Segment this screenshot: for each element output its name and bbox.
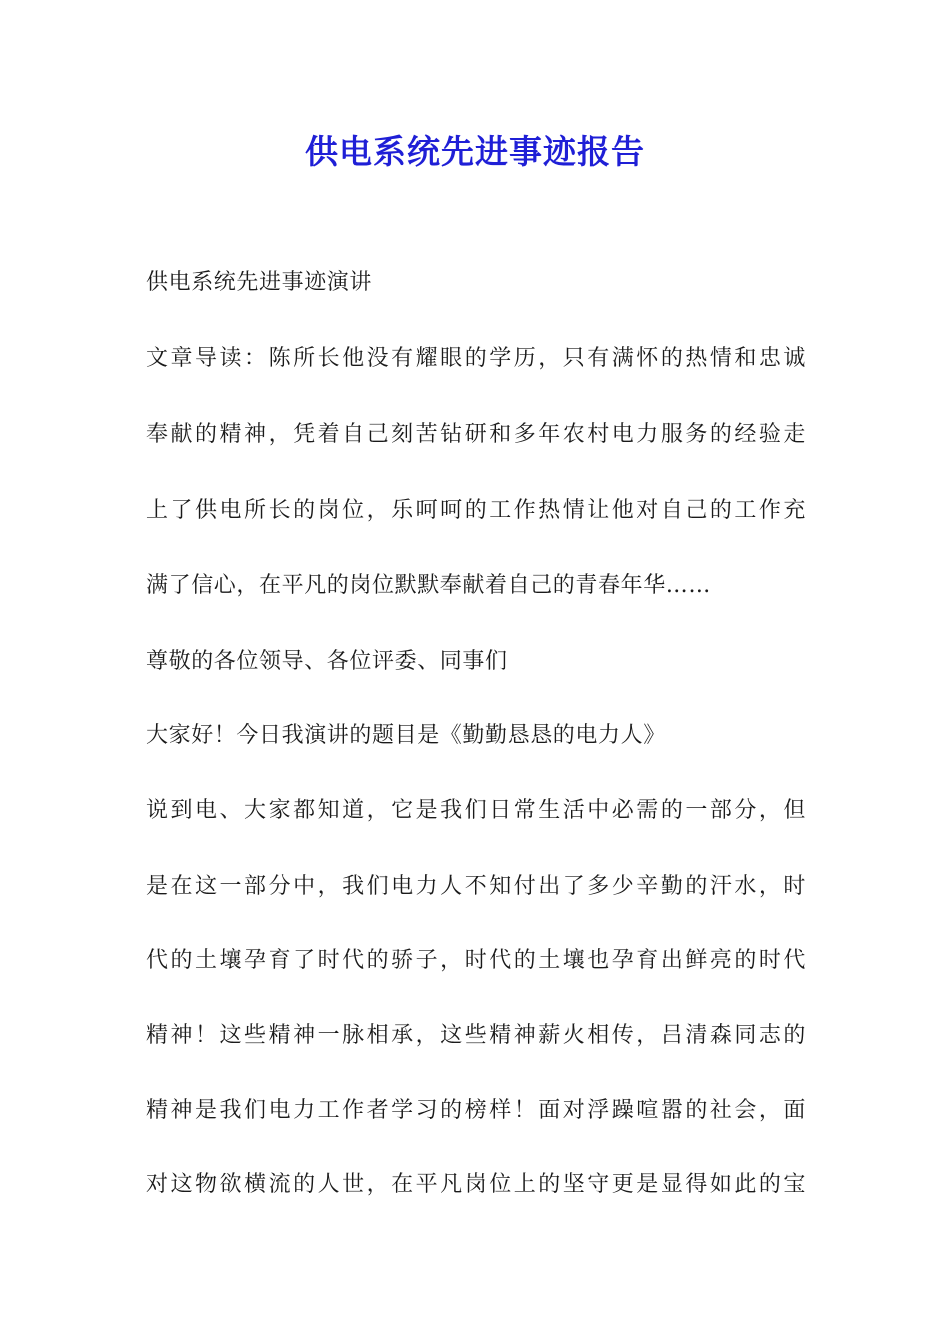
body-line: 满了信心，在平凡的岗位默默奉献着自己的青春年华…… — [146, 573, 712, 598]
document-title: 供电系统先进事迹报告 — [305, 132, 645, 171]
body-line: 精神是我们电力工作者学习的榜样！面对浮躁喧嚣的社会，面 — [146, 1098, 806, 1123]
body-line: 是在这一部分中，我们电力人不知付出了多少辛勤的汗水，时 — [146, 874, 806, 899]
salutation-line: 尊敬的各位领导、各位评委、同事们 — [146, 649, 508, 674]
subtitle-line: 供电系统先进事迹演讲 — [146, 270, 373, 295]
body-line: 精神！这些精神一脉相承，这些精神薪火相传，吕清森同志的 — [146, 1023, 806, 1048]
greeting-line: 大家好！今日我演讲的题目是《勤勤恳恳的电力人》 — [146, 723, 666, 748]
body-line: 奉献的精神，凭着自己刻苦钻研和多年农村电力服务的经验走 — [146, 422, 806, 447]
body-line: 对这物欲横流的人世，在平凡岗位上的坚守更是显得如此的宝 — [146, 1172, 806, 1197]
body-line: 上了供电所长的岗位，乐呵呵的工作热情让他对自己的工作充 — [146, 498, 806, 523]
body-line: 文章导读：陈所长他没有耀眼的学历，只有满怀的热情和忠诚 — [146, 346, 806, 371]
body-line: 说到电、大家都知道，它是我们日常生活中必需的一部分，但 — [146, 798, 806, 823]
body-line: 代的土壤孕育了时代的骄子，时代的土壤也孕育出鲜亮的时代 — [146, 948, 806, 973]
